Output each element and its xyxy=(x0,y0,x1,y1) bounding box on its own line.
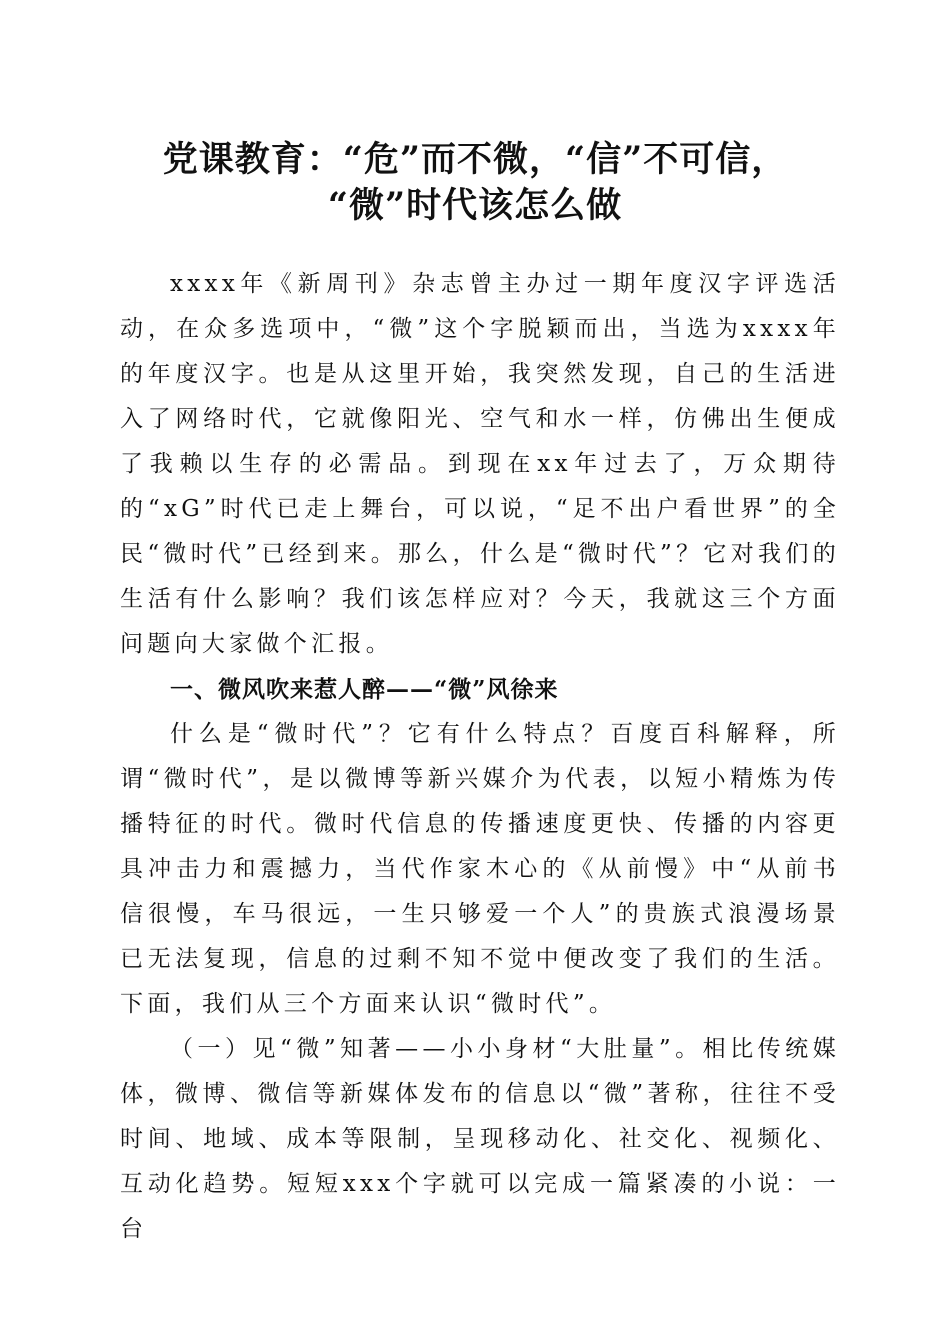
document-title-line-1: 党课教育：“危”而不微，“信”不可信， xyxy=(162,139,788,180)
subsection-heading-1: （一）见“微”知著——小小身材“大肚量”。 xyxy=(170,1036,703,1062)
document-body xyxy=(120,262,840,1252)
section-heading-1: 一、微风吹来惹人醉——“微”风徐来 xyxy=(170,676,559,703)
subsection-1-paragraph xyxy=(120,1027,840,1252)
document-title-line-2: “微”时代该怎么做 xyxy=(327,185,623,226)
intro-paragraph: xxxx年《新周刊》杂志曾主办过一期年度汉字评选活动，在众多选项中，“微”这个字脱颖而出，当选为xxxx年的年度汉字。也是从这里开始，我突然发现，自己的生活进入了网络时代，它就像阳光、空气和水一样，仿佛出生便成了我赖以生存的必需品。到现在xx年过去了，万众期待的“xG”时代已走上舞台，可以说，“足不出户看世界”的全民“微时代”已经到来。那么，什么是“微时代”？它对我们的生活有什么影响？我们该怎样应对？今天，我就这三个方面问题向大家做个汇报。 xyxy=(120,271,840,657)
subsection-1-text: 相比传统媒体，微博、微信等新媒体发布的信息以“微”著称，往往不受时间、地域、成本等限制，呈现移动化、社交化、视频化、互动化趋势。短短xxx个字就可以完成一篇紧凑的小说：一台 xyxy=(120,1036,840,1242)
section-1-paragraph: 什么是“微时代”？它有什么特点？百度百科解释，所谓“微时代”，是以微博等新兴媒介为代表，以短小精炼为传播特征的时代。微时代信息的传播速度更快、传播的内容更具冲击力和震撼力，当代作家木心的《从前慢》中“从前书信很慢，车马很远，一生只够爱一个人”的贵族式浪漫场景已无法复现，信息的过剩不知不觉中便改变了我们的生活。下面，我们从三个方面来认识“微时代”。 xyxy=(120,721,840,1017)
